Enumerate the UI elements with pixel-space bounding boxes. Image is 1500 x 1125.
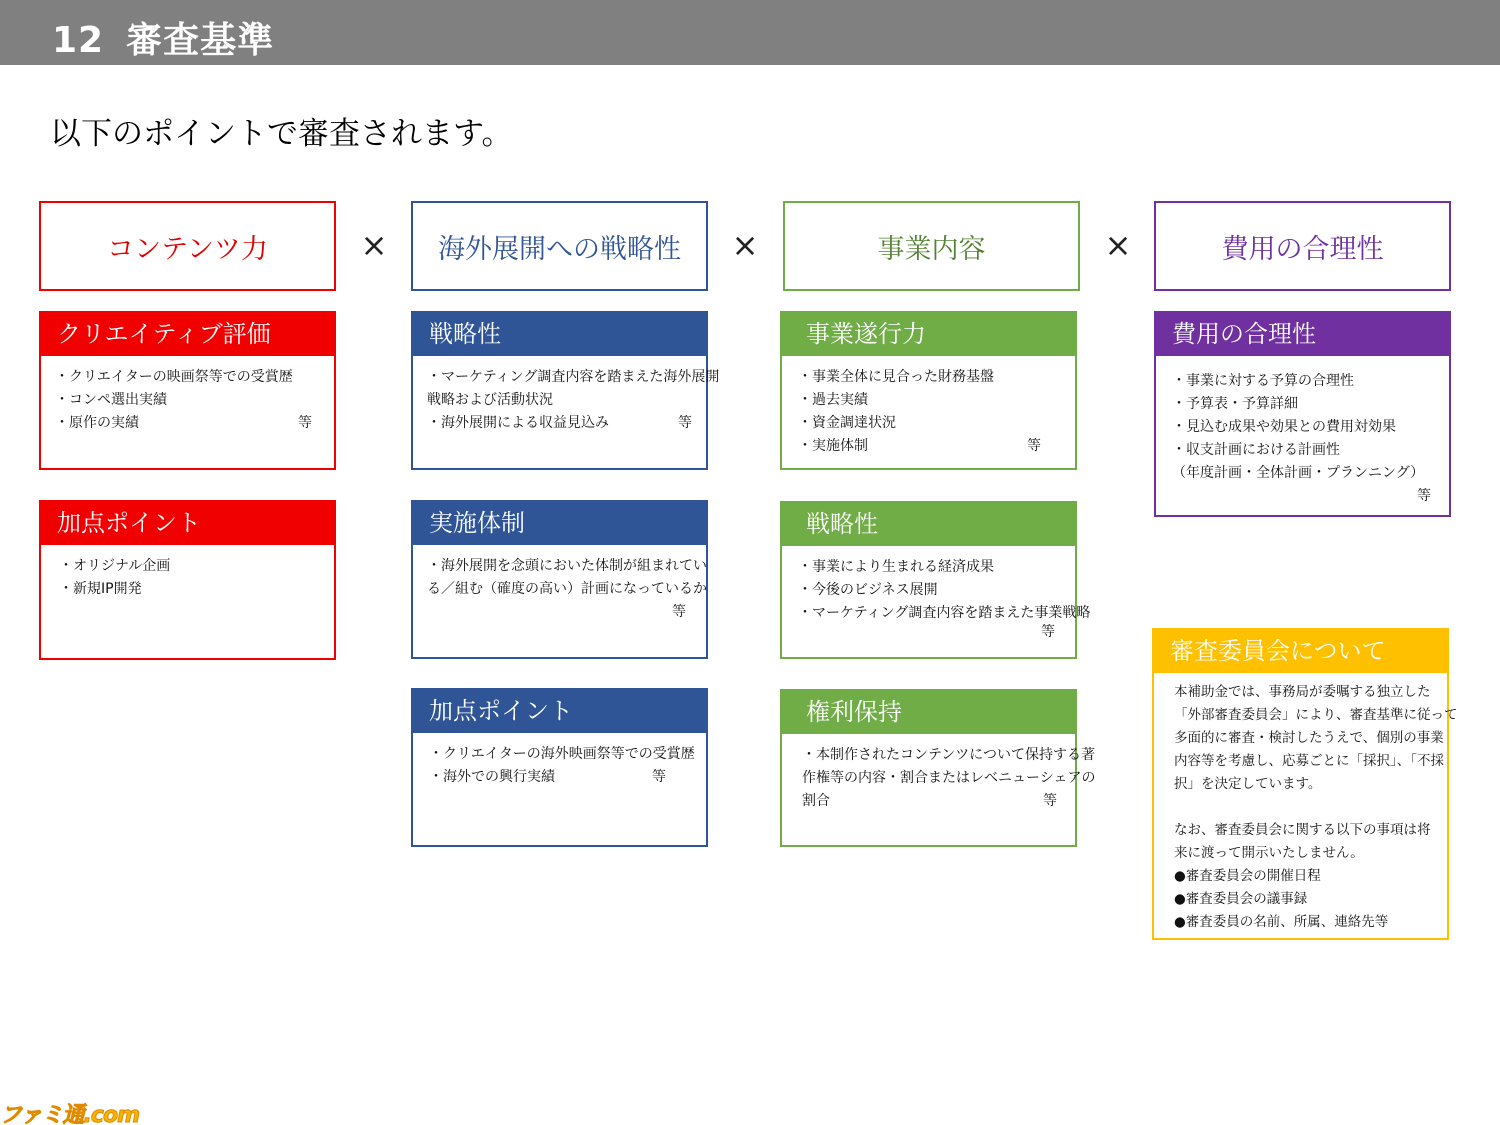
committee-line: 「外部審査委員会」により、審査基準に従って <box>1174 707 1458 723</box>
list-item: る／組む（確度の高い）計画になっているか <box>427 581 707 597</box>
list-item <box>798 435 1061 458</box>
card-body <box>413 545 706 624</box>
heading-content-power: コンテンツ力 <box>39 201 336 291</box>
section-title: 審査基準 <box>126 20 275 61</box>
card-implementation-structure <box>411 500 708 659</box>
etc-mark: 等 <box>672 604 686 620</box>
list-item: 作権等の内容・割合またはレベニューシェアの <box>802 770 1096 786</box>
list-item: ・新規IP開発 <box>59 581 142 597</box>
list-item: ・収支計画における計画性 <box>1172 442 1340 458</box>
list-item <box>55 412 320 435</box>
page-title <box>52 12 274 63</box>
list-item-text: 割合 <box>802 793 830 809</box>
card-body <box>782 734 1096 813</box>
list-item: ・オリジナル企画 <box>59 558 171 574</box>
multiply-sign-2: × <box>731 226 759 264</box>
committee-line: 択」を決定しています。 <box>1174 776 1322 792</box>
list-item: ・事業全体に見合った財務基盤 <box>798 369 994 385</box>
list-item: ・過去実績 <box>798 392 868 408</box>
list-item-text: ・海外展開による収益見込み <box>427 415 609 431</box>
list-item <box>429 766 692 789</box>
list-item: 戦略および活動状況 <box>427 392 553 408</box>
watermark-logo: ファミ通.com <box>0 1103 139 1125</box>
card-body <box>41 545 334 601</box>
committee-line: 来に渡って開示いたしません。 <box>1174 845 1364 861</box>
multiply-sign-1: × <box>360 226 388 264</box>
card-cost-rationality <box>1154 311 1451 517</box>
etc-mark: 等 <box>298 415 312 431</box>
list-item <box>802 790 1061 813</box>
list-item: ・見込む成果や効果との費用対効果 <box>1172 419 1396 435</box>
list-item <box>427 412 692 435</box>
list-item-text: ・海外での興行実績 <box>429 769 555 785</box>
title-bar <box>0 0 1500 65</box>
card-strategy-business <box>780 501 1091 659</box>
card-title: 実施体制 <box>413 502 706 545</box>
etc-mark: 等 <box>652 769 666 785</box>
list-item: （年度計画・全体計画・プランニング） <box>1172 465 1425 481</box>
section-number: 12 <box>52 20 105 61</box>
committee-bullet: ●審査委員の名前、所属、連絡先等 <box>1174 914 1389 930</box>
etc-mark: 等 <box>1027 438 1041 454</box>
list-item: ・事業に対する予算の合理性 <box>1172 373 1354 389</box>
card-title: クリエイティブ評価 <box>41 313 334 356</box>
card-title: 加点ポイント <box>413 690 706 733</box>
list-item: ・今後のビジネス展開 <box>798 582 938 598</box>
list-item: ・クリエイターの映画祭等での受賞歴 <box>55 369 293 385</box>
card-body <box>413 733 706 789</box>
list-item: ・海外展開を念頭においた体制が組まれてい <box>427 558 707 574</box>
list-item: ・コンペ選出実績 <box>55 392 167 408</box>
etc-mark: 等 <box>1041 624 1055 640</box>
list-item: ・クリエイターの海外映画祭等での受賞歴 <box>429 746 695 762</box>
card-review-committee <box>1152 628 1458 940</box>
card-title: 権利保持 <box>782 691 1075 734</box>
heading-cost-rationality: 費用の合理性 <box>1154 201 1451 291</box>
card-bonus-points-overseas <box>411 688 708 847</box>
list-item: ・資金調達状況 <box>798 415 896 431</box>
committee-bullet: ●審査委員会の議事録 <box>1174 891 1308 907</box>
list-item: ・本制作されたコンテンツについて保持する著 <box>802 747 1096 763</box>
lead-text: 以下のポイントで審査されます。 <box>50 116 513 152</box>
committee-line: 本補助金では、事務局が委嘱する独立した <box>1174 684 1431 700</box>
card-execution-capability <box>780 311 1077 470</box>
card-body <box>413 356 720 435</box>
card-title: 費用の合理性 <box>1156 313 1449 356</box>
committee-line: なお、審査委員会に関する以下の事項は将 <box>1174 822 1431 838</box>
card-body <box>782 546 1091 644</box>
committee-line: 多面的に審査・検討したうえで、個別の事業 <box>1174 730 1444 746</box>
list-item: ・マーケティング調査内容を踏まえた海外展開 <box>427 369 720 385</box>
card-title: 事業遂行力 <box>782 313 1075 356</box>
card-strategy-overseas <box>411 311 720 470</box>
etc-mark: 等 <box>1043 793 1057 809</box>
heading-overseas-strategy: 海外展開への戦略性 <box>411 201 708 291</box>
card-body <box>782 356 1075 458</box>
list-item: ・マーケティング調査内容を踏まえた事業戦略 <box>798 605 1091 621</box>
list-item: ・事業により生まれる経済成果 <box>798 559 994 575</box>
committee-bullet: ●審査委員会の開催日程 <box>1174 868 1321 884</box>
etc-mark: 等 <box>1417 488 1431 504</box>
etc-mark: 等 <box>678 415 692 431</box>
committee-line: 内容等を考慮し、応募ごとに「採択」、「不採 <box>1174 753 1444 769</box>
card-body <box>1154 673 1458 934</box>
list-item: ・予算表・予算詳細 <box>1172 396 1298 412</box>
card-bonus-points-content <box>39 500 336 660</box>
heading-business-content: 事業内容 <box>783 201 1080 291</box>
card-title: 戦略性 <box>413 313 706 356</box>
multiply-sign-3: × <box>1104 226 1132 264</box>
card-title: 審査委員会について <box>1154 630 1447 673</box>
card-body <box>41 356 334 435</box>
committee-line <box>1174 796 1443 819</box>
card-title: 戦略性 <box>782 503 1075 546</box>
card-title: 加点ポイント <box>41 502 334 545</box>
list-item-text: ・原作の実績 <box>55 415 139 431</box>
card-body <box>1156 356 1449 508</box>
card-creative-evaluation <box>39 311 336 470</box>
card-rights-retention <box>780 689 1096 847</box>
list-item-text: ・実施体制 <box>798 438 868 454</box>
